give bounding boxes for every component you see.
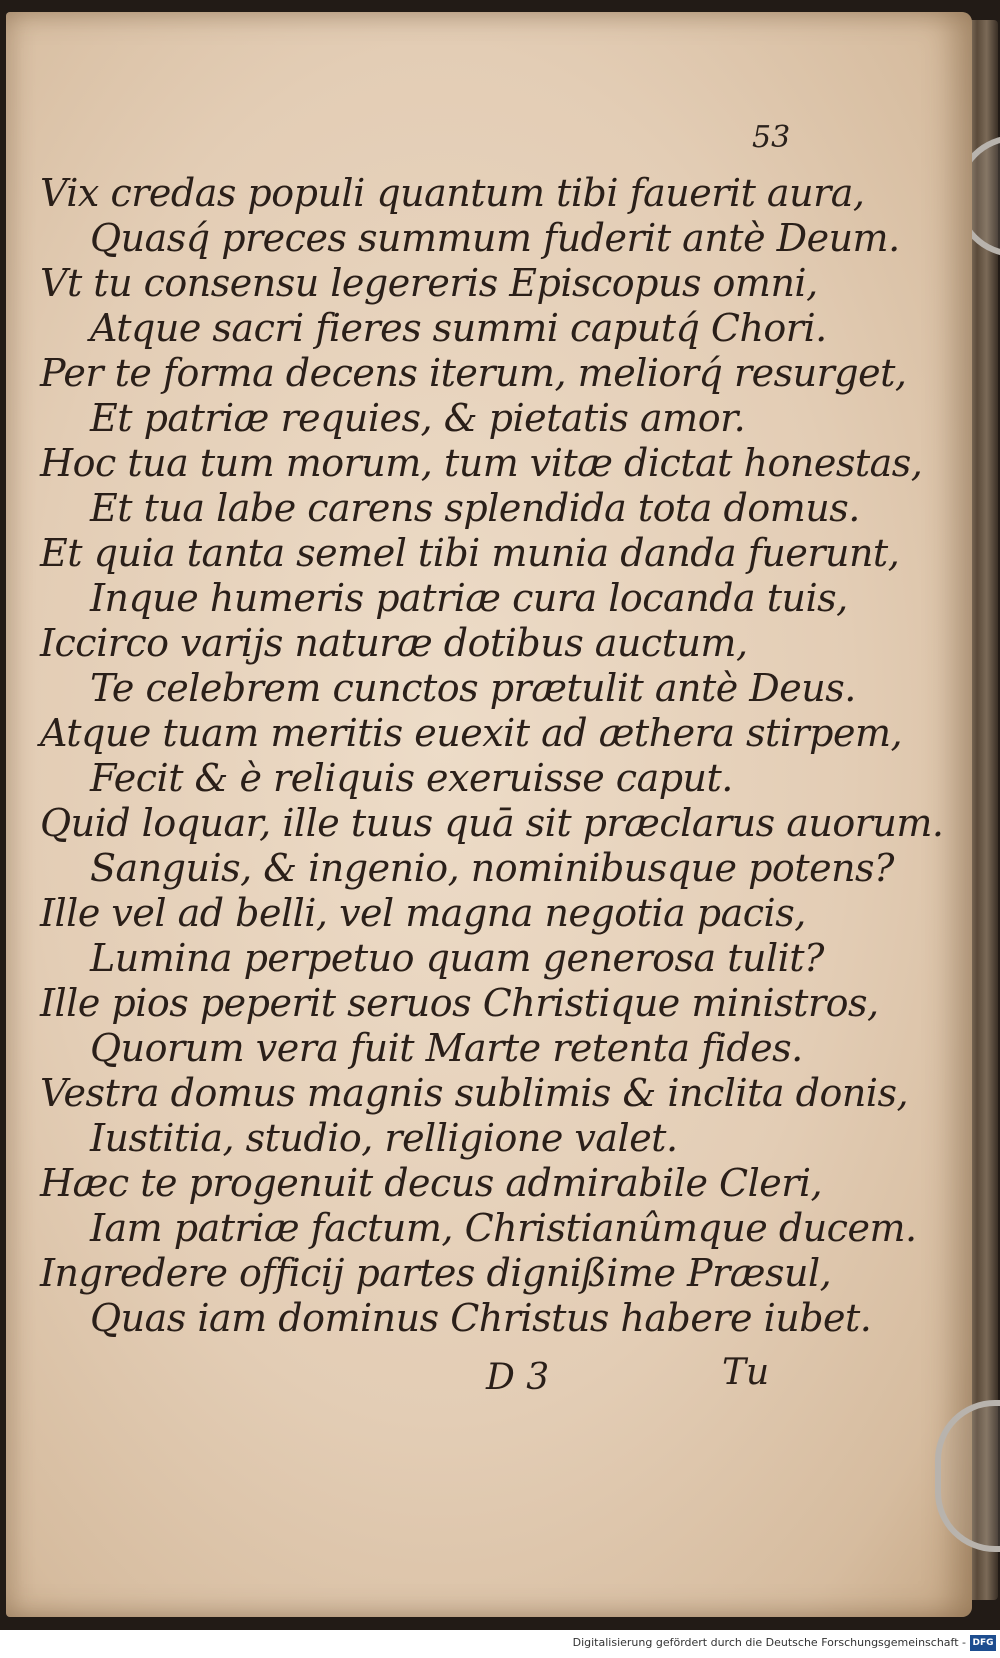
verse-line: Sanguis, & ingenio, nominibusque potens? [90, 846, 894, 890]
verse-line: Hæc te progenuit decus admirabile Cleri, [40, 1161, 823, 1205]
verse-line: Iccirco varijs naturæ dotibus auctum, [40, 621, 748, 665]
verse-line: Fecit & è reliquis exeruisse caput. [90, 756, 733, 800]
verse-line: Hoc tua tum morum, tum vitæ dictat honestas, [40, 441, 923, 485]
verse-line: Iustitia, studio, relligione valet. [90, 1116, 678, 1160]
verse-line: Te celebrem cunctos prætulit antè Deus. [90, 666, 856, 710]
verse-line: Et tua labe carens splendida tota domus. [90, 486, 860, 530]
verse-line: Quid loquar, ille tuus quā sit præclarus auorum. [40, 801, 944, 845]
verse-line: Ille vel ad belli, vel magna negotia pacis, [40, 891, 806, 935]
verse-line: Iam patriæ factum, Christianûmque ducem. [90, 1206, 917, 1250]
verse-line: Quasq́ preces summum fuderit antè Deum. [90, 216, 900, 260]
funding-credit: Digitalisierung gefördert durch die Deutsche Forschungsgemeinschaft - [572, 1636, 966, 1649]
catchword: Tu [722, 1352, 770, 1393]
dfg-logo: DFG [970, 1635, 996, 1651]
signature-mark: D 3 [486, 1357, 550, 1398]
folio-number: 53 [752, 120, 791, 155]
verse-line: Lumina perpetuo quam generosa tulit? [90, 936, 824, 980]
verse-line: Ingredere officij partes dignißime Præsul, [40, 1251, 832, 1295]
verse-line: Quorum vera fuit Marte retenta fides. [90, 1026, 803, 1070]
verse-line: Et patriæ requies, & pietatis amor. [90, 396, 746, 440]
verse-line: Et quia tanta semel tibi munia danda fuerunt, [40, 531, 900, 575]
verse-line: Inque humeris patriæ cura locanda tuis, [90, 576, 848, 620]
verse-line: Atque sacri fieres summi caputq́ Chori. [90, 306, 827, 350]
verse-line: Atque tuam meritis euexit ad æthera stirpem, [40, 711, 903, 755]
verse-line: Ille pios peperit seruos Christique ministros, [40, 981, 879, 1025]
verse-line: Vt tu consensu legereris Episcopus omni, [40, 261, 818, 305]
verse-line: Vestra domus magnis sublimis & inclita donis, [40, 1071, 909, 1115]
footer-bar [0, 1630, 1000, 1658]
verse-line: Vix credas populi quantum tibi fauerit aura, [40, 171, 865, 215]
verse-line: Per te forma decens iterum, meliorq́ resurget, [40, 351, 907, 395]
verse-line: Quas iam dominus Christus habere iubet. [90, 1296, 872, 1340]
book-page [6, 12, 972, 1617]
